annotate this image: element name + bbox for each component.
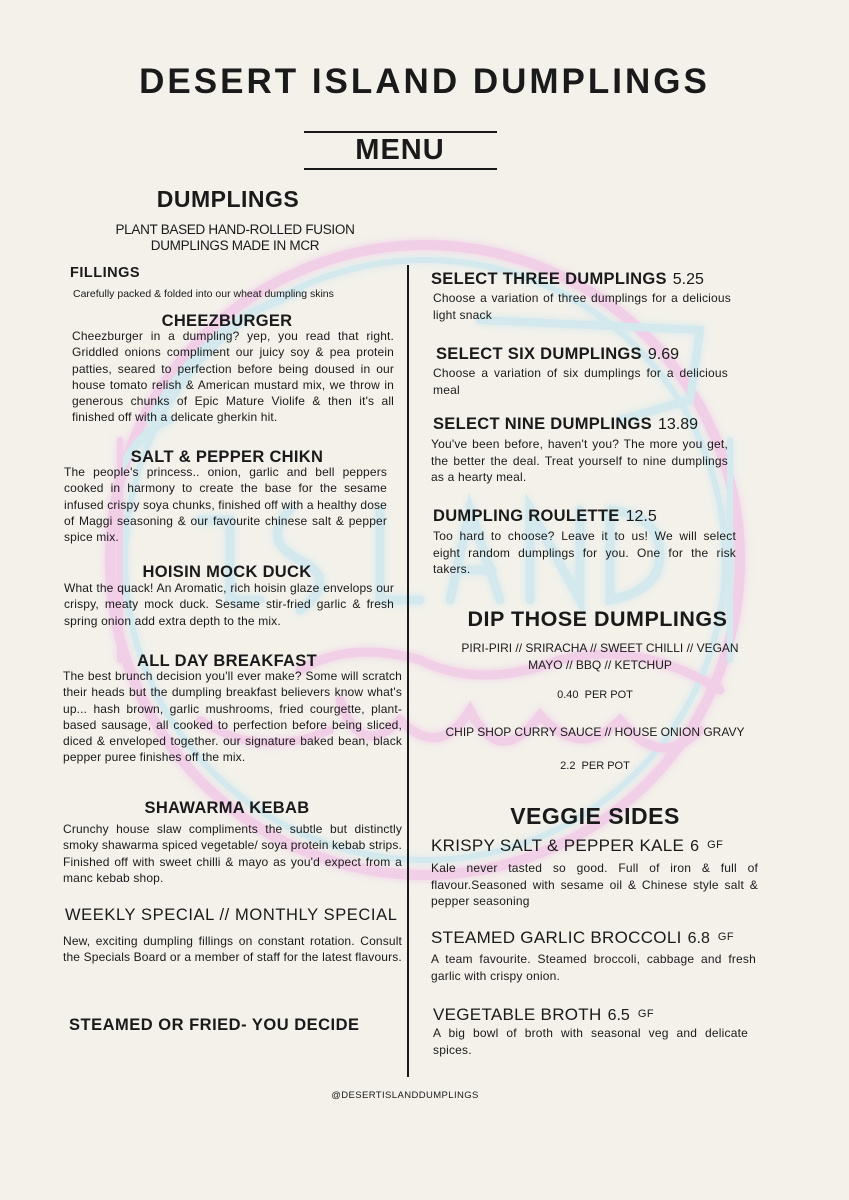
filling-name-cheezburger: CHEEZBURGER [161, 312, 293, 330]
selection-three-name: SELECT THREE DUMPLINGS [431, 270, 667, 288]
selection-nine-price: 13.89 [657, 416, 699, 433]
dips-list-1 [410, 640, 790, 674]
selection-roulette-desc: Too hard to choose? Leave it to us! We will select eight random dumplings for you. One for the risk takers. [433, 529, 736, 576]
side-kale [431, 836, 723, 856]
selection-roulette-name: DUMPLING ROULETTE [433, 507, 620, 525]
menu-rule-bottom [304, 168, 497, 170]
side-broccoli-desc: A team favourite. Steamed broccoli, cabbage and fresh garlic with crispy onion. [431, 952, 756, 983]
selection-three-desc: Choose a variation of three dumplings for a delicious light snack [433, 291, 731, 322]
dips-heading: DIP THOSE DUMPLINGS [467, 607, 728, 631]
side-broccoli [431, 928, 734, 948]
side-broccoli-name: STEAMED GARLIC BROCCOLI [431, 928, 682, 947]
side-broth-price: 6.5 [607, 1007, 630, 1024]
social-handle: @DESERTISLANDDUMPLINGS [331, 1090, 479, 1101]
page-title: DESERT ISLAND DUMPLINGS [139, 62, 710, 101]
dips-price-2: 2.2 PER POT [560, 760, 630, 772]
selection-roulette [433, 507, 657, 526]
dips-price-1: 0.40 PER POT [557, 689, 633, 701]
filling-desc-all-day-breakfast: The best brunch decision you'll ever make? Some will scratch their heads but the dumpling breakfast believers know what's up... hash brown, garlic mushrooms, fried courgette, plant-based sausage, all cooked to perfection before being sliced, diced & enveloped together. our signature baked bean, black pepper puree finishes off the mix. [63, 669, 402, 765]
dips-list-2: CHIP SHOP CURRY SAUCE // HOUSE ONION GRAVY [445, 725, 745, 739]
filling-desc-cheezburger: Cheezburger in a dumpling? yep, you read that right. Griddled onions compliment our juicy soy & pea protein patties, seared to perfection before being doused in our house tomato relish & American mustard mix, we throw in generous chunks of Epic Mature Violife & then it's all finished off with a delicate gherkin hit. [72, 329, 394, 425]
tagline-line-1: PLANT BASED HAND-ROLLED FUSION [115, 222, 355, 237]
side-kale-gf-tag: GF [707, 839, 724, 851]
menu-heading: MENU [355, 134, 445, 166]
selection-nine-name: SELECT NINE DUMPLINGS [433, 415, 652, 433]
special-heading: WEEKLY SPECIAL // MONTHLY SPECIAL [65, 906, 398, 924]
filling-desc-salt-pepper-chikn: The people's princess.. onion, garlic and bell peppers cooked in harmony to create the base for the sesame infused crispy soya chunks, finished off with a healthy dose of Maggi seasoning & our favourite chinese salt & pepper spice mix. [64, 465, 387, 545]
steamed-or-fried-note: STEAMED OR FRIED- YOU DECIDE [69, 1016, 360, 1034]
selection-six-name: SELECT SIX DUMPLINGS [436, 345, 642, 363]
side-kale-desc: Kale never tasted so good. Full of iron & full of flavour.Seasoned with sesame oil & Chinese style salt & pepper seasoning [431, 861, 758, 908]
selection-three-price: 5.25 [672, 271, 704, 288]
selection-six-desc: Choose a variation of six dumplings for a delicious meal [433, 366, 728, 397]
side-broth-name: VEGETABLE BROTH [433, 1005, 602, 1024]
menu-rule-top [304, 131, 497, 133]
side-broth-gf-tag: GF [637, 1008, 655, 1020]
side-broth-desc: A big bowl of broth with seasonal veg and delicate spices. [433, 1026, 748, 1057]
special-desc: New, exciting dumpling fillings on constant rotation. Consult the Specials Board or a member of staff for the latest flavours. [63, 934, 402, 965]
side-kale-name: KRISPY SALT & PEPPER KALE [431, 836, 685, 855]
dips-list-1-line-1: PIRI-PIRI // SRIRACHA // SWEET CHILLI // VEGAN [461, 641, 739, 655]
dumplings-tagline [90, 222, 380, 254]
selection-three [431, 270, 704, 289]
dips-list-1-line-2: MAYO // BBQ // KETCHUP [528, 658, 672, 672]
filling-name-shawarma-kebab: SHAWARMA KEBAB [144, 799, 310, 817]
selection-six-price: 9.69 [647, 346, 679, 363]
side-kale-price: 6 [690, 838, 700, 855]
filling-name-hoisin-mock-duck: HOISIN MOCK DUCK [142, 563, 312, 581]
column-divider [407, 265, 409, 1077]
side-broth [433, 1005, 654, 1025]
filling-name-salt-pepper-chikn: SALT & PEPPER CHIKN [130, 448, 324, 466]
filling-desc-shawarma-kebab: Crunchy house slaw compliments the subtle but distinctly smoky shawarma spiced vegetable/ soya protein kebab strips. Finished off with sweet chilli & mayo as you'd expect from a manc kebab shop. [63, 822, 403, 885]
selection-roulette-price: 12.5 [625, 508, 657, 525]
fillings-heading: FILLINGS [70, 265, 141, 281]
filling-desc-hoisin-mock-duck: What the quack! An Aromatic, rich hoisin glaze envelops our crispy, meaty mock duck. Sesame stir-fried garlic & fresh spring onion add extra depth to the mix. [64, 581, 394, 628]
selection-nine [433, 415, 698, 434]
fillings-note: Carefully packed & folded into our wheat dumpling skins [73, 288, 334, 300]
selection-six [436, 345, 679, 364]
dumplings-heading: DUMPLINGS [156, 186, 300, 212]
tagline-line-2: DUMPLINGS MADE IN MCR [150, 238, 320, 253]
filling-name-all-day-breakfast: ALL DAY BREAKFAST [137, 652, 317, 670]
selection-nine-desc: You've been before, haven't you? The more you get, the better the deal. Treat yourself to nine dumplings as a hearty meal. [431, 437, 728, 484]
veggie-sides-heading: VEGGIE SIDES [510, 803, 680, 829]
side-broccoli-price: 6.8 [687, 930, 710, 947]
side-broccoli-gf-tag: GF [717, 931, 735, 943]
